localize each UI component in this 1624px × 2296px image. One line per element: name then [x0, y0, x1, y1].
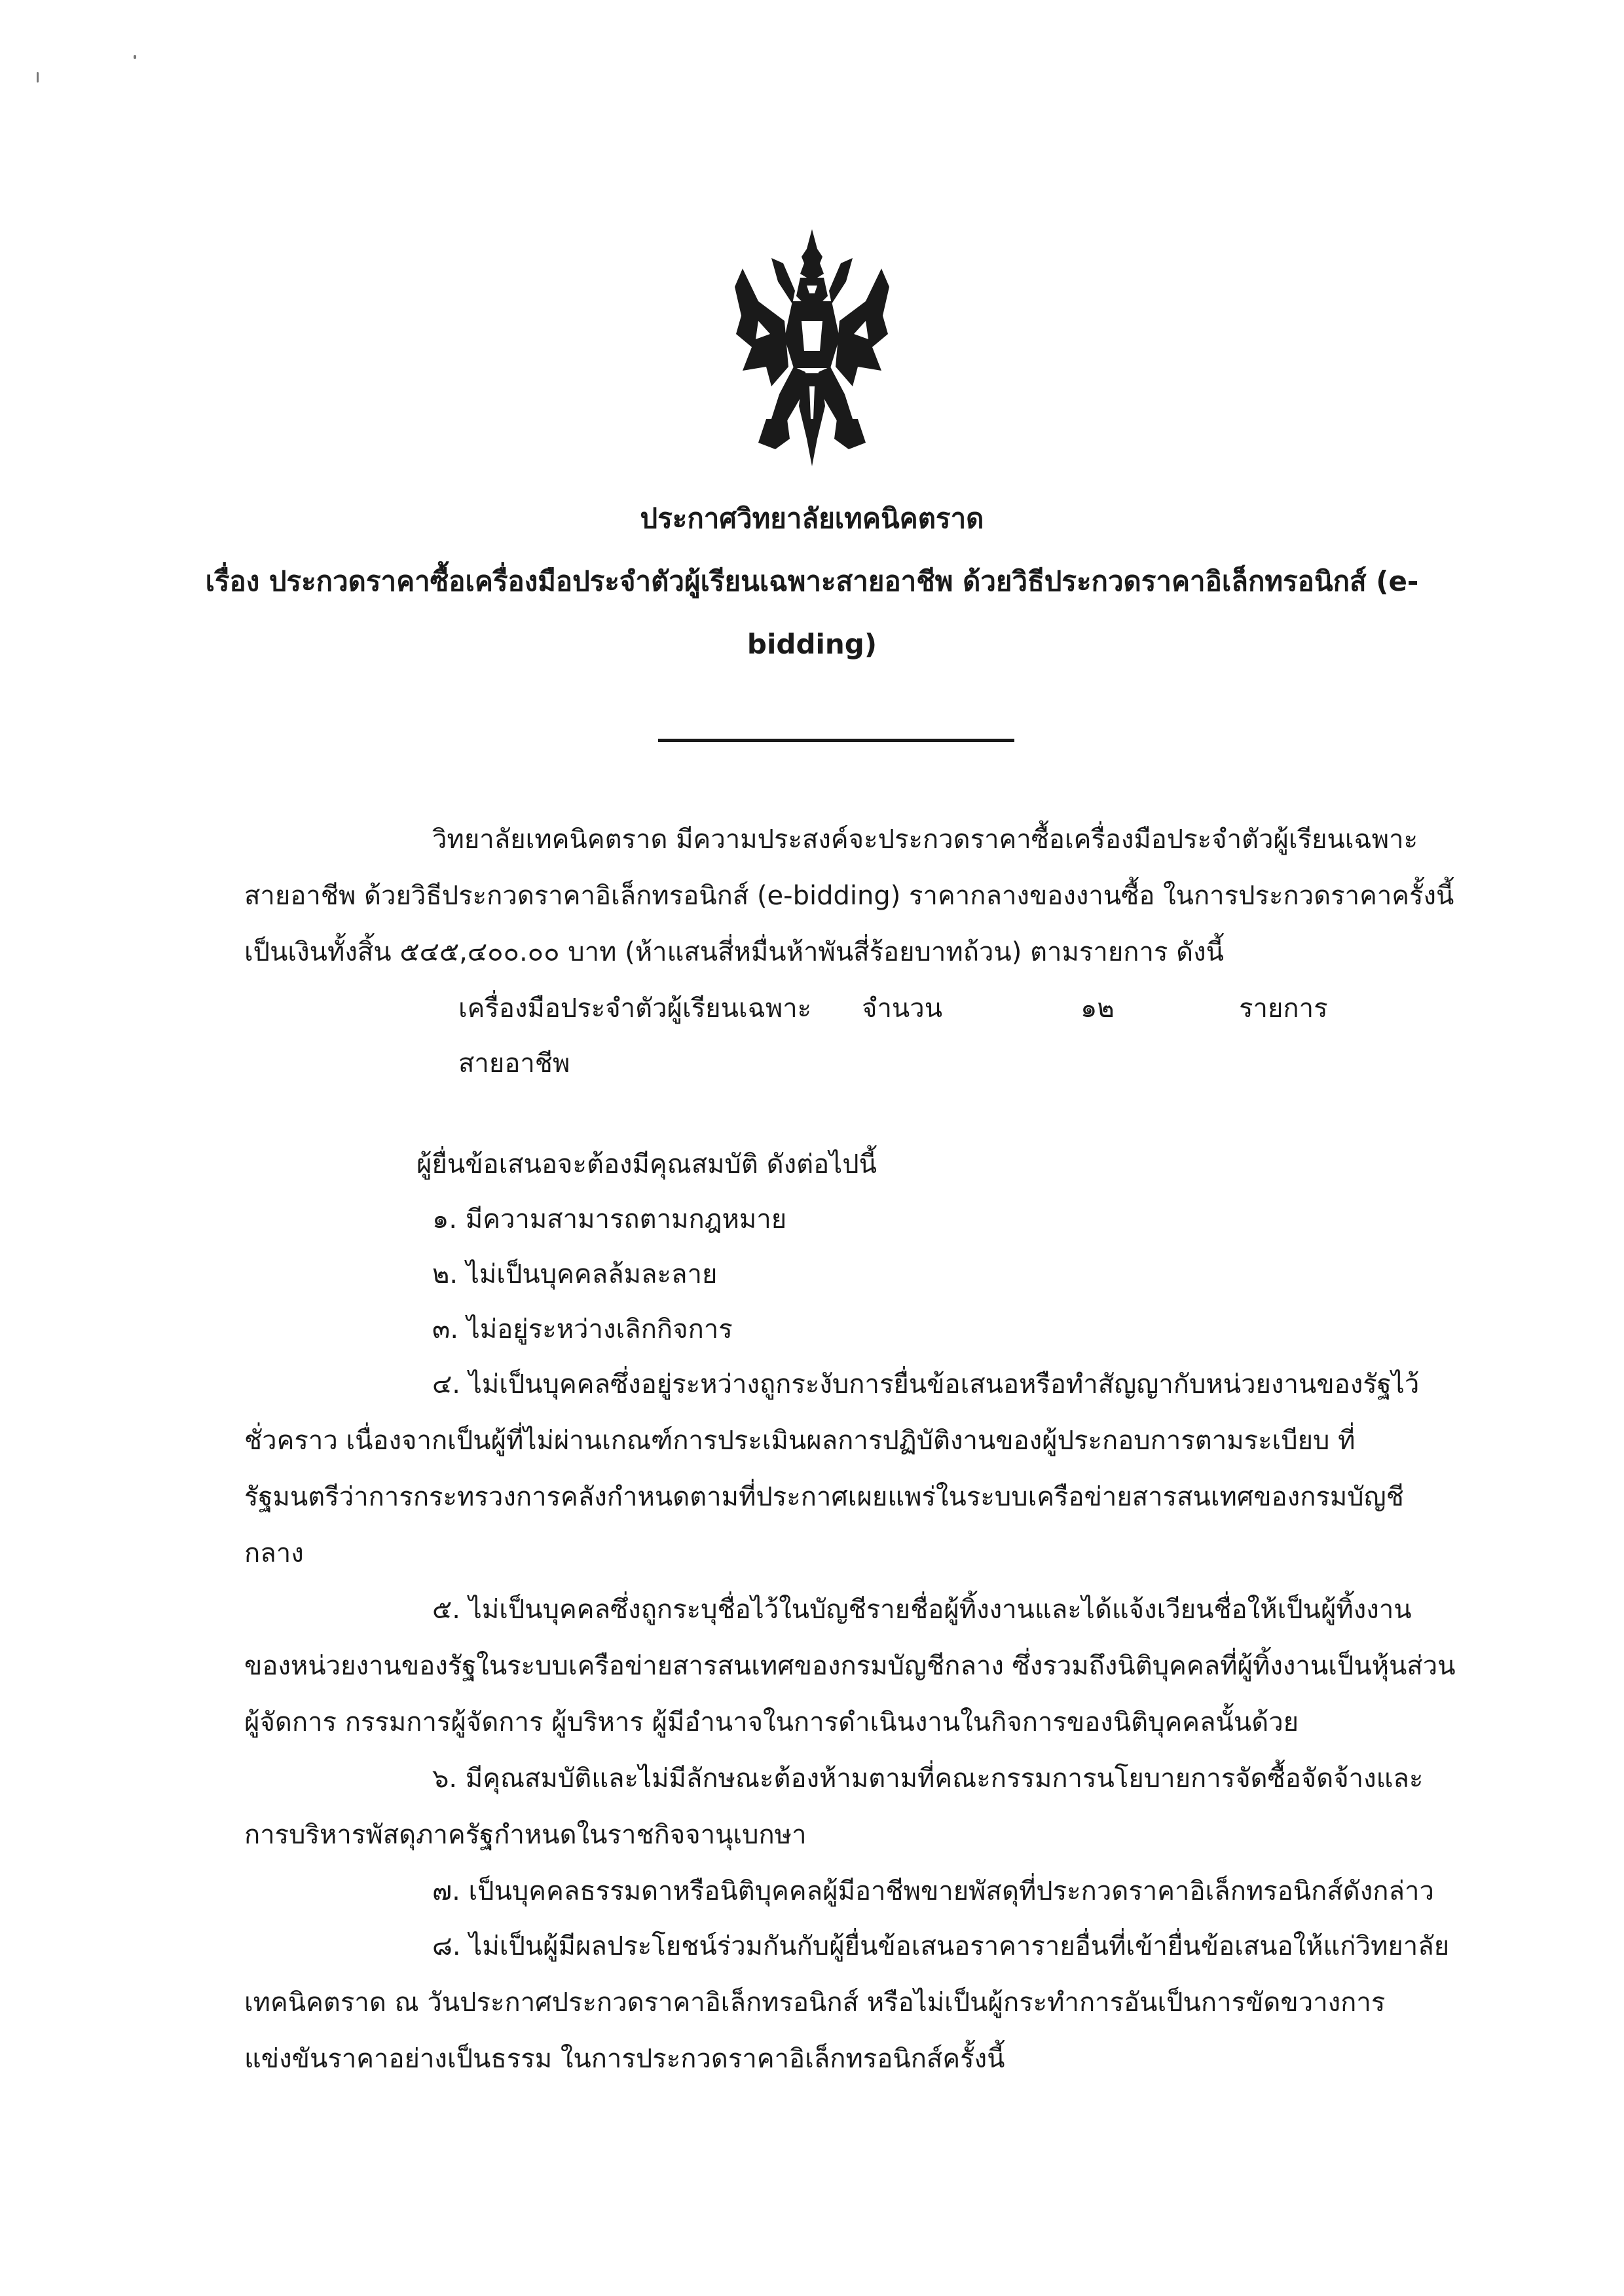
intro-line: เป็นเงินทั้งสิ้น ๕๔๕,๔๐๐.๐๐ บาท (ห้าแสนสี่หมื่นห้าพันสี่ร้อยบาทถ้วน) ตามรายการ ดังนี้ — [244, 937, 1224, 967]
scan-speck — [134, 55, 136, 59]
intro-line: สายอาชีพ ด้วยวิธีประกวดราคาอิเล็กทรอนิกส์ (e-bidding) ราคากลางของงานซื้อ ในการประกวดราคาครั้งนี้ — [244, 881, 1454, 911]
qualification-item: ๒. ไม่เป็นบุคคลล้มละลาย — [432, 1259, 718, 1289]
qualification-item-continued: ผู้จัดการ กรรมการผู้จัดการ ผู้บริหาร ผู้มีอำนาจในการดำเนินงานในกิจการของนิติบุคคลนั้นด้วย — [244, 1707, 1299, 1737]
qualification-item: ๘. ไม่เป็นผู้มีผลประโยชน์ร่วมกันกับผู้ยื่นข้อเสนอราคารายอื่นที่เข้ายื่นข้อเสนอให้แก่วิทยาลัย — [432, 1931, 1450, 1961]
qualification-item-continued: แข่งขันราคาอย่างเป็นธรรม ในการประกวดราคาอิเล็กทรอนิกส์ครั้งนี้ — [244, 2044, 1005, 2074]
scan-speck — [37, 72, 39, 83]
qualification-item: ๑. มีความสามารถตามกฎหมาย — [432, 1204, 787, 1234]
qualification-item: ๗. เป็นบุคคลธรรมดาหรือนิติบุคคลผู้มีอาชีพขายพัสดุที่ประกวดราคาอิเล็กทรอนิกส์ดังกล่าว — [432, 1876, 1434, 1906]
title-divider — [658, 739, 1014, 742]
item-name: เครื่องมือประจำตัวผู้เรียนเฉพาะ — [458, 993, 812, 1024]
item-quantity: ๑๒ — [1080, 993, 1115, 1024]
garuda-emblem-icon — [732, 223, 892, 472]
announcement-subject-continued: bidding) — [747, 628, 877, 660]
qualification-item-continued: การบริหารพัสดุภาครัฐกำหนดในราชกิจจานุเบกษา — [244, 1820, 807, 1850]
qualification-item-continued: รัฐมนตรีว่าการกระทรวงการคลังกำหนดตามที่ประกาศเผยแพร่ในระบบเครือข่ายสารสนเทศของกรมบัญชี — [244, 1482, 1404, 1512]
qualification-item: ๕. ไม่เป็นบุคคลซึ่งถูกระบุชื่อไว้ในบัญชีรายชื่อผู้ทิ้งงานและได้แจ้งเวียนชื่อให้เป็นผู้ทิ้งงาน — [432, 1595, 1412, 1625]
item-quantity-label: จำนวน — [862, 993, 943, 1024]
qualification-item-continued: ของหน่วยงานของรัฐในระบบเครือข่ายสารสนเทศของกรมบัญชีกลาง ซึ่งรวมถึงนิติบุคคลที่ผู้ทิ้งงานเป็นหุ้นส่วน — [244, 1651, 1456, 1681]
qualification-item-continued: กลาง — [244, 1538, 304, 1568]
item-unit: รายการ — [1239, 993, 1328, 1024]
qualification-item-continued: ชั่วคราว เนื่องจากเป็นผู้ที่ไม่ผ่านเกณฑ์การประเมินผลการปฏิบัติงานของผู้ประกอบการตามระเบียบ ที่ — [244, 1426, 1356, 1456]
item-name-continued: สายอาชีพ — [458, 1048, 570, 1079]
qualifications-heading: ผู้ยื่นข้อเสนอจะต้องมีคุณสมบัติ ดังต่อไปนี้ — [416, 1149, 877, 1179]
intro-line: วิทยาลัยเทคนิคตราด มีความประสงค์จะประกวดราคาซื้อเครื่องมือประจำตัวผู้เรียนเฉพาะ — [432, 824, 1418, 855]
qualification-item: ๓. ไม่อยู่ระหว่างเลิกกิจการ — [432, 1314, 733, 1344]
announcement-title: ประกาศวิทยาลัยเทคนิคตราด — [640, 502, 984, 534]
qualification-item: ๖. มีคุณสมบัติและไม่มีลักษณะต้องห้ามตามที่คณะกรรมการนโยบายการจัดซื้อจัดจ้างและ — [432, 1764, 1424, 1794]
qualification-item-continued: เทคนิคตราด ณ วันประกาศประกวดราคาอิเล็กทรอนิกส์ หรือไม่เป็นผู้กระทำการอันเป็นการขัดขวางการ — [244, 1988, 1386, 2018]
qualification-item: ๔. ไม่เป็นบุคคลซึ่งอยู่ระหว่างถูกระงับการยื่นข้อเสนอหรือทำสัญญากับหน่วยงานของรัฐไว้ — [432, 1369, 1420, 1399]
announcement-subject: เรื่อง ประกวดราคาซื้อเครื่องมือประจำตัวผู้เรียนเฉพาะสายอาชีพ ด้วยวิธีประกวดราคาอิเล็กทรอนิกส์ (e- — [205, 565, 1419, 597]
